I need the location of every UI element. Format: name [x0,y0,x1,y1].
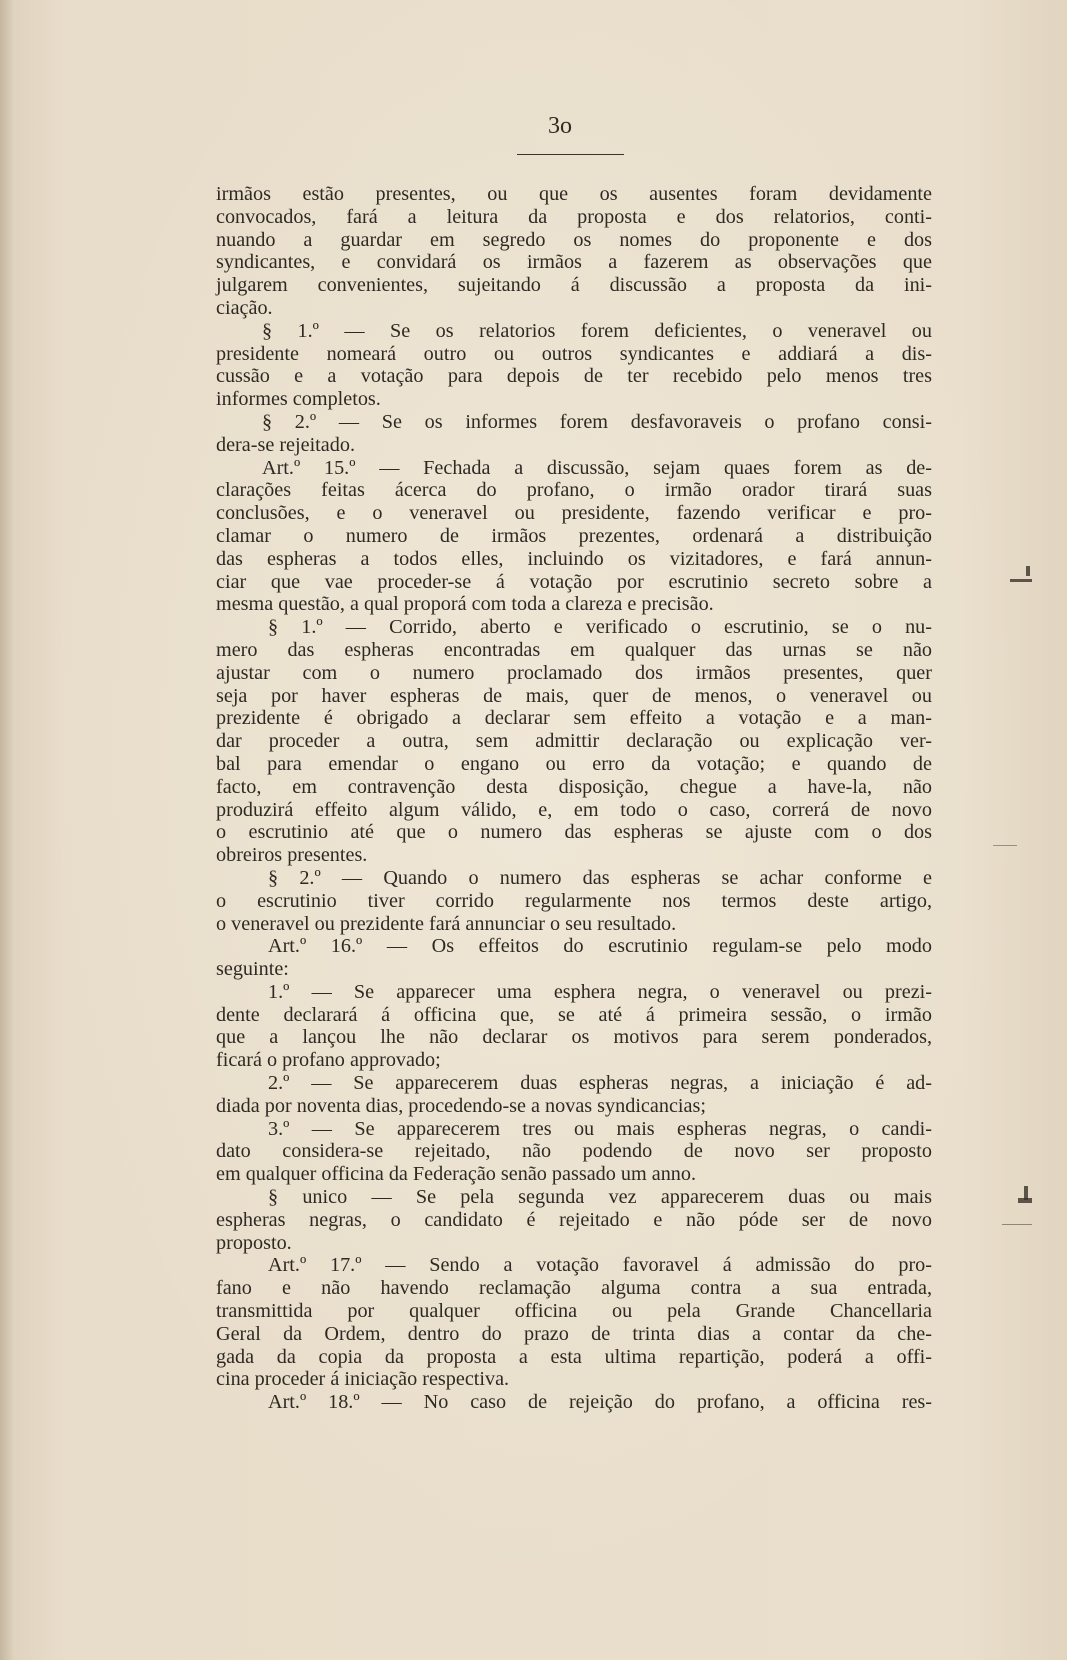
text-line: gada da copia da proposta a esta ultima repartição, poderá a offi- [216,1345,932,1368]
text-line: Geral da Ordem, dentro do prazo de trinta dias a contar da che- [216,1322,932,1345]
ink-mark [993,845,1017,846]
text-line: julgarem convenientes, sujeitando á discussão a proposta da ini- [216,274,932,297]
text-line: transmittida por qualquer officina ou pela Grande Chancellaria [216,1300,932,1323]
text-line: das espheras a todos elles, incluindo os vizitadores, e fará annun- [216,547,932,570]
ink-mark [1002,1224,1032,1225]
text-line: fano e não havendo reclamação alguma contra a sua entrada, [216,1277,932,1300]
text-line: § 1.º — Corrido, aberto e verificado o escrutinio, se o nu- [268,616,932,639]
text-line: em qualquer officina da Federação senão passado um anno. [216,1163,697,1186]
text-line: seguinte: [216,958,289,981]
text-line: Art.º 18.º — No caso de rejeição do profano, a officina res- [268,1391,932,1414]
text-line: o escrutinio tiver corrido regularmente nos termos deste artigo, [216,889,932,912]
text-line: § 2.º — Quando o numero das espheras se achar conforme e [268,866,932,889]
text-line: produzirá effeito algum válido, e, em todo o caso, correrá de novo [216,798,932,821]
text-line: diada por noventa dias, procedendo-se a novas syndicancias; [216,1094,706,1117]
text-line: cussão e a votação para depois de ter recebido pelo menos tres [216,365,932,388]
text-line: informes completos. [216,388,381,411]
text-line: prezidente é obrigado a declarar sem effeito a votação e a man- [216,707,932,730]
text-line: 3.º — Se apparecerem tres ou mais espheras negras, o candi- [268,1117,932,1140]
header-rule [517,154,624,155]
text-line: o escrutinio até que o numero das espheras se ajuste com o dos [216,821,932,844]
ink-mark [1010,579,1032,582]
text-line: mesma questão, a qual proporá com toda a clareza e precisão. [216,593,714,616]
text-line: § 2.º — Se os informes forem desfavoraveis o profano consi- [262,410,932,433]
text-line: conclusões, e o veneravel ou presidente, fazendo verificar e pro- [216,502,932,525]
text-line: irmãos estão presentes, ou que os ausentes foram devidamente [216,183,932,205]
text-line: ciar que vae proceder-se á votação por escrutinio secreto sobre a [216,570,932,593]
page-number: 3o [548,113,572,139]
text-line: que a lançou lhe não declarar os motivos para serem ponderados, [216,1026,932,1049]
text-line: dente declarará á officina que, se até á primeira sessão, o irmão [216,1003,932,1026]
text-line: ajustar com o numero proclamado dos irmãos presentes, quer [216,661,932,684]
text-line: clamar o numero de irmãos prezentes, ordenará a distribuição [216,524,932,547]
text-line: proposto. [216,1231,292,1254]
ink-mark [1024,1186,1028,1200]
text-line: obreiros presentes. [216,844,368,867]
text-line: facto, em contravenção desta disposição, chegue a have-la, não [216,775,932,798]
text-line: convocados, fará a leitura da proposta e dos relatorios, conti- [216,205,932,228]
ink-mark [1026,566,1030,576]
text-line: cina proceder á iniciação respectiva. [216,1368,510,1391]
text-line: ficará o profano approvado; [216,1049,441,1072]
text-line: bal para emendar o engano ou erro da votação; e quando de [216,752,932,775]
binding-edge-shadow [0,0,14,1660]
text-line: Art.º 15.º — Fechada a discussão, sejam quaes forem as de- [262,456,932,479]
text-line: Art.º 16.º — Os effeitos do escrutinio regulam-se pelo modo [268,935,932,958]
text-line: ciação. [216,296,273,319]
text-line: syndicantes, e convidará os irmãos a fazerem as observações que [216,251,932,274]
text-line: clarações feitas ácerca do profano, o irmão orador tirará suas [216,479,932,502]
text-line: § unico — Se pela segunda vez apparecerem duas ou mais [268,1186,932,1209]
text-line: nuando a guardar em segredo os nomes do proponente e dos [216,228,932,251]
text-line: presidente nomeará outro ou outros syndicantes e addiará a dis- [216,342,932,365]
text-line: dar proceder a outra, sem admittir declaração ou explicação ver- [216,730,932,753]
text-line: seja por haver espheras de mais, quer de menos, o veneravel ou [216,684,932,707]
text-line: dera-se rejeitado. [216,433,355,456]
text-line: dato considera-se rejeitado, não podendo de novo ser proposto [216,1140,932,1163]
text-line: § 1.º — Se os relatorios forem deficientes, o veneravel ou [262,319,932,342]
text-line: 2.º — Se apparecerem duas espheras negras, a iniciação é ad- [268,1072,932,1095]
body-text [216,183,932,1414]
text-line: mero das espheras encontradas em qualquer das urnas se não [216,638,932,661]
text-line: o veneravel ou prezidente fará annunciar o seu resultado. [216,912,677,935]
text-line: Art.º 17.º — Sendo a votação favoravel á admissão do pro- [268,1254,932,1277]
text-line: espheras negras, o candidato é rejeitado e não póde ser de novo [216,1208,932,1231]
text-line: 1.º — Se apparecer uma esphera negra, o veneravel ou prezi- [268,980,932,1003]
